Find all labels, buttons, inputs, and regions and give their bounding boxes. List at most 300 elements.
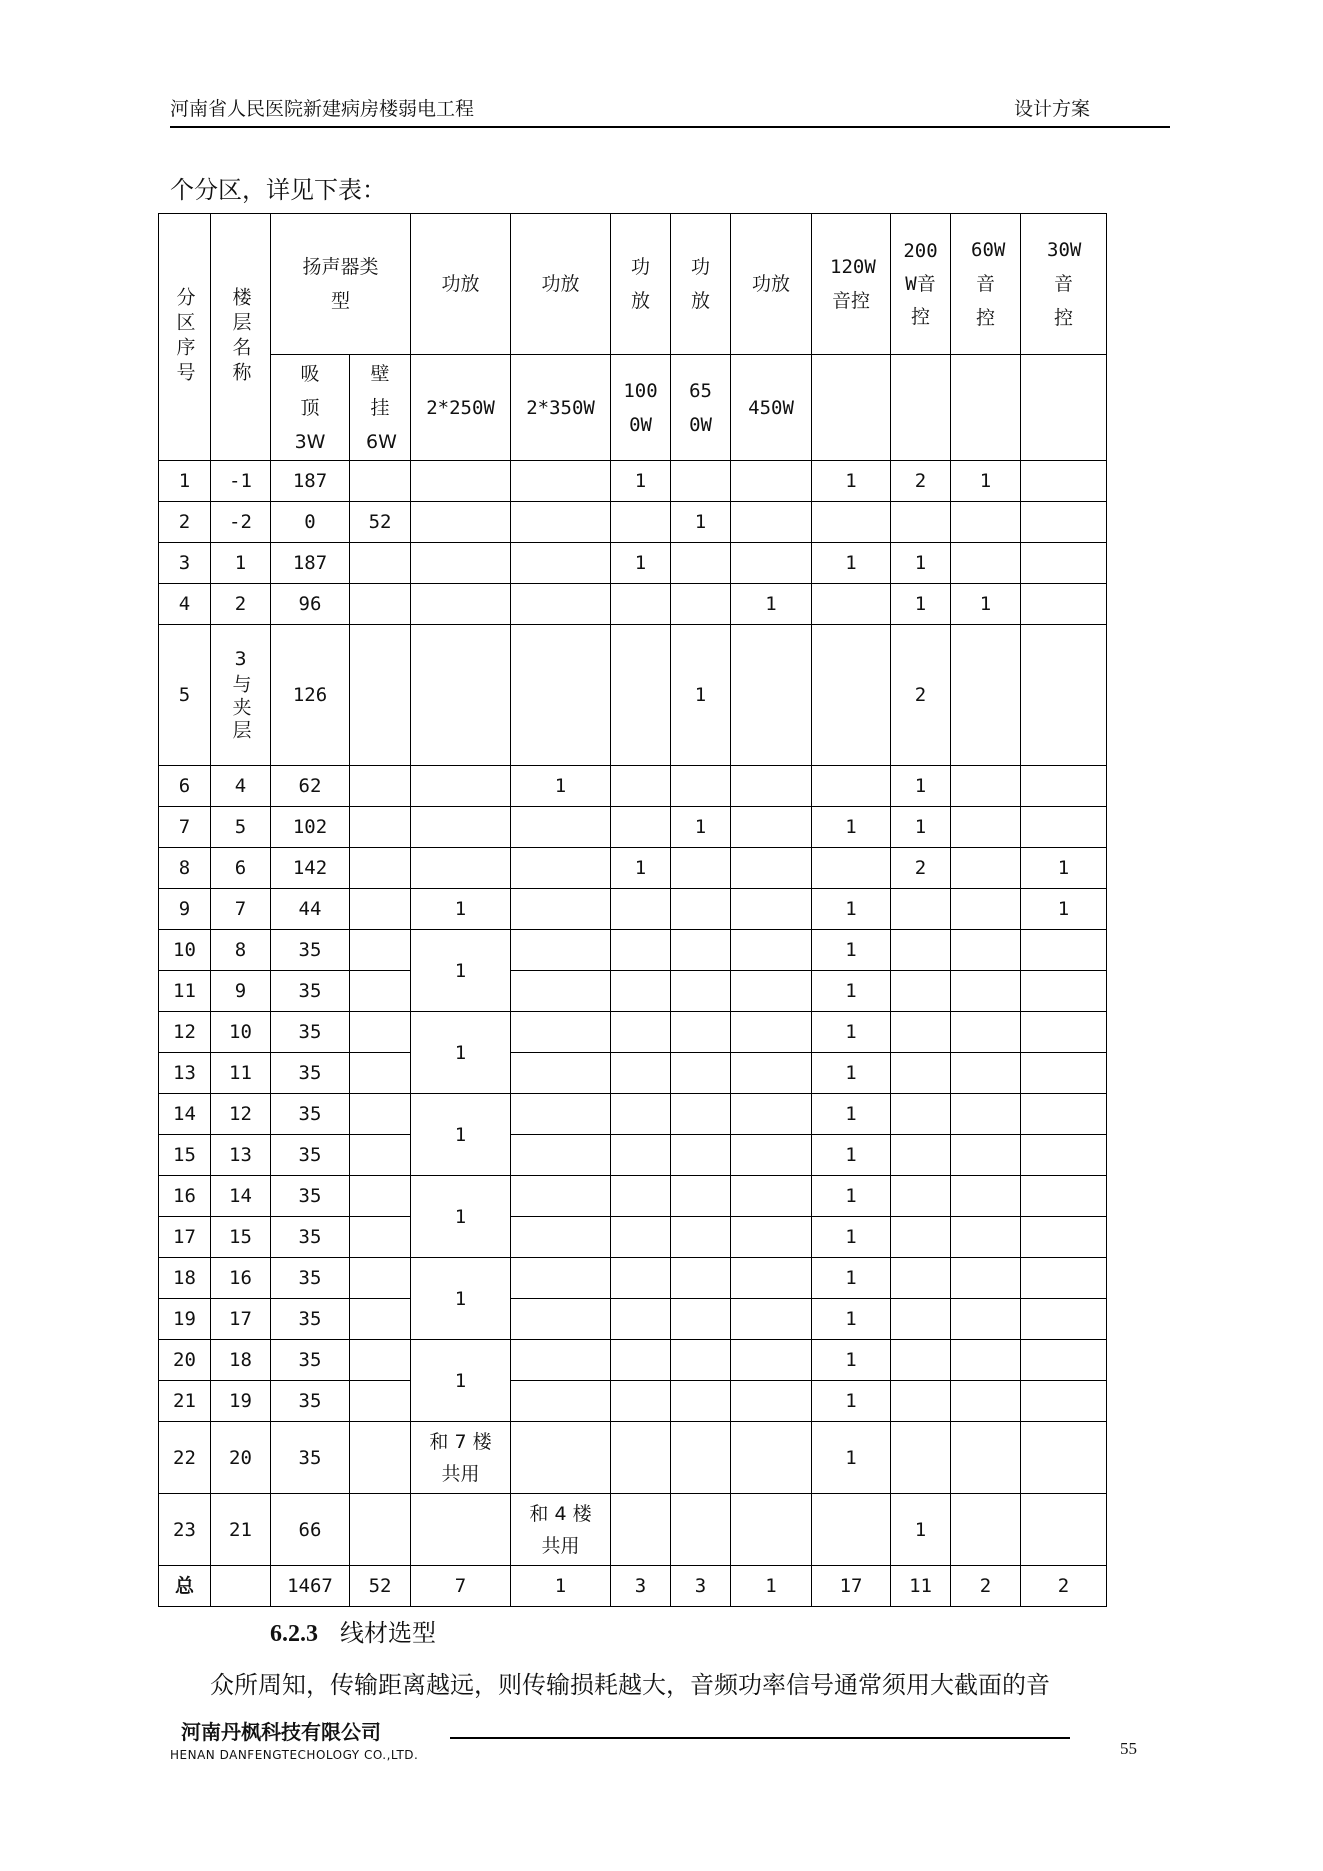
total-vc200: 11 [891,1566,951,1607]
cell-zone: 13 [159,1053,211,1094]
cell-ceiling: 35 [271,971,350,1012]
table-row [159,971,1107,1012]
cell-amp-650w [671,1012,731,1053]
cell-vc-200w: 2 [891,625,951,766]
cell-zone: 23 [159,1494,211,1566]
section-number: 6.2.3 [270,1621,318,1647]
cell-amp-1000w: 1 [611,543,671,584]
cell-vc-120w: 1 [812,889,891,930]
cell-vc-60w [951,1217,1021,1258]
cell-wall [350,1094,411,1135]
table-row [159,807,1107,848]
cell-vc-200w [891,930,951,971]
cell-wall [350,1258,411,1299]
cell-vc-60w [951,766,1021,807]
cell-amp-2x350 [511,1094,611,1135]
cell-wall [350,807,411,848]
cell-vc-120w: 1 [812,1012,891,1053]
cell-amp-650w [671,1340,731,1381]
cell-vc-30w [1021,543,1107,584]
cell-amp-650w [671,1381,731,1422]
cell-zone: 15 [159,1135,211,1176]
cell-vc-200w: 1 [891,807,951,848]
cell-vc-200w [891,1381,951,1422]
cell-vc-30w [1021,1176,1107,1217]
cell-zone: 9 [159,889,211,930]
table-row [159,889,1107,930]
cell-amp-1000w [611,625,671,766]
cell-amp-450w [731,625,812,766]
cell-vc-30w [1021,461,1107,502]
cell-amp-2x350 [511,461,611,502]
cell-amp-650w [671,461,731,502]
cell-amp-450w [731,1381,812,1422]
cell-amp-2x250 [411,766,511,807]
total-label: 总 [159,1566,211,1607]
cell-vc-60w [951,502,1021,543]
header-title: 河南省人民医院新建病房楼弱电工程 [170,98,475,120]
cell-vc-60w [951,1299,1021,1340]
cell-amp-450w [731,1340,812,1381]
cell-zone: 8 [159,848,211,889]
cell-vc-60w [951,889,1021,930]
cell-vc-30w [1021,1012,1107,1053]
header-doc-type: 设计方案 [1013,98,1090,120]
cell-zone: 21 [159,1381,211,1422]
cell-vc-30w [1021,1217,1107,1258]
cell-amp-650w [671,848,731,889]
table-row [159,502,1107,543]
cell-vc-30w [1021,766,1107,807]
cell-amp-2x250: 1 [411,1258,511,1340]
cell-floor: 12 [211,1094,271,1135]
cell-amp-650w: 1 [671,502,731,543]
cell-vc-60w [951,930,1021,971]
cell-amp-2x350 [511,889,611,930]
cell-amp-450w [731,1012,812,1053]
cell-vc-200w [891,1012,951,1053]
header-vc-30: 30W音控 [1021,214,1107,355]
cell-ceiling: 62 [271,766,350,807]
total-vc30: 2 [1021,1566,1107,1607]
cell-floor: 13 [211,1135,271,1176]
cell-amp-2x350 [511,1217,611,1258]
cell-vc-120w [812,848,891,889]
cell-amp-2x250: 和 7 楼共用 [411,1422,511,1494]
cell-wall [350,889,411,930]
cell-amp-2x250 [411,807,511,848]
cell-amp-2x250: 1 [411,1176,511,1258]
speaker-zone-table [158,213,1107,1607]
cell-vc-30w [1021,971,1107,1012]
cell-vc-30w [1021,1053,1107,1094]
cell-amp-650w [671,1176,731,1217]
cell-wall [350,1176,411,1217]
cell-vc-30w [1021,930,1107,971]
cell-amp-650w [671,889,731,930]
cell-zone: 2 [159,502,211,543]
table-row [159,1381,1107,1422]
cell-wall [350,1299,411,1340]
header-wall-6w: 壁挂6W [350,355,411,461]
cell-floor: 15 [211,1217,271,1258]
cell-amp-2x350 [511,848,611,889]
cell-zone: 5 [159,625,211,766]
intro-text: 个分区，详见下表： [170,176,386,204]
cell-vc-30w [1021,1299,1107,1340]
cell-amp-1000w [611,1381,671,1422]
cell-vc-120w: 1 [812,1422,891,1494]
cell-vc-60w [951,1494,1021,1566]
cell-amp-450w [731,1094,812,1135]
footer-company: 河南丹枫科技有限公司 [181,1720,381,1744]
cell-amp-650w [671,1422,731,1494]
cell-amp-650w [671,584,731,625]
cell-amp-2x350: 和 4 楼共用 [511,1494,611,1566]
cell-vc-120w: 1 [812,1381,891,1422]
cell-vc-60w [951,971,1021,1012]
cell-floor: 3与夹层 [211,625,271,766]
cell-vc-30w [1021,807,1107,848]
cell-amp-2x250 [411,502,511,543]
cell-amp-2x350 [511,1012,611,1053]
cell-ceiling: 35 [271,930,350,971]
cell-amp-2x350 [511,1176,611,1217]
header-vc-200: 200W音控 [891,214,951,355]
cell-wall [350,1381,411,1422]
cell-amp-1000w [611,584,671,625]
table-row [159,543,1107,584]
cell-ceiling: 35 [271,1381,350,1422]
cell-amp-2x350 [511,1135,611,1176]
cell-floor: 7 [211,889,271,930]
cell-wall [350,625,411,766]
cell-amp-1000w: 1 [611,461,671,502]
cell-vc-30w [1021,1422,1107,1494]
cell-amp-2x350: 1 [511,766,611,807]
header-amp-2: 功放 [511,214,611,355]
cell-vc-30w [1021,625,1107,766]
cell-amp-450w [731,1258,812,1299]
cell-amp-450w [731,1135,812,1176]
cell-zone: 4 [159,584,211,625]
cell-vc-60w [951,1053,1021,1094]
cell-vc-60w: 1 [951,584,1021,625]
cell-wall [350,584,411,625]
cell-vc-60w [951,1012,1021,1053]
cell-zone: 18 [159,1258,211,1299]
total-amp2: 1 [511,1566,611,1607]
cell-floor: 19 [211,1381,271,1422]
cell-vc-120w: 1 [812,1299,891,1340]
cell-wall [350,1340,411,1381]
table-row [159,584,1107,625]
table-row [159,1258,1107,1299]
cell-amp-1000w [611,766,671,807]
header-amp-4-spec: 650W [671,355,731,461]
cell-ceiling: 35 [271,1012,350,1053]
cell-vc-200w: 1 [891,543,951,584]
cell-zone: 1 [159,461,211,502]
cell-amp-650w [671,1053,731,1094]
total-vc120: 17 [812,1566,891,1607]
cell-vc-60w [951,1135,1021,1176]
cell-zone: 17 [159,1217,211,1258]
cell-wall [350,1494,411,1566]
table-row [159,848,1107,889]
cell-vc-30w [1021,1381,1107,1422]
cell-floor: 17 [211,1299,271,1340]
cell-ceiling: 0 [271,502,350,543]
cell-wall [350,1422,411,1494]
cell-amp-650w [671,971,731,1012]
cell-amp-2x250 [411,1494,511,1566]
cell-amp-2x350 [511,1340,611,1381]
cell-vc-120w: 1 [812,1340,891,1381]
cell-vc-200w [891,1053,951,1094]
cell-vc-60w [951,1258,1021,1299]
cell-vc-120w: 1 [812,1094,891,1135]
cell-ceiling: 187 [271,543,350,584]
cell-vc-60w [951,1381,1021,1422]
cell-amp-2x350 [511,584,611,625]
cell-ceiling: 96 [271,584,350,625]
cell-amp-1000w [611,502,671,543]
cell-vc-30w [1021,1135,1107,1176]
cell-amp-450w [731,1053,812,1094]
cell-floor: 16 [211,1258,271,1299]
footer-company-en: HENAN DANFENGTECHOLOGY CO.,LTD. [170,1748,419,1762]
cell-amp-1000w [611,1135,671,1176]
cell-zone: 10 [159,930,211,971]
footer-rule [450,1737,1070,1739]
cell-floor: 4 [211,766,271,807]
page-header [170,92,1170,128]
table-row [159,1340,1107,1381]
section-title: 线材选型 [340,1619,436,1647]
cell-amp-650w [671,766,731,807]
cell-amp-450w [731,807,812,848]
cell-vc-120w: 1 [812,543,891,584]
cell-vc-120w [812,766,891,807]
cell-vc-60w [951,1176,1021,1217]
cell-amp-2x250: 1 [411,1094,511,1176]
cell-zone: 7 [159,807,211,848]
table-row [159,625,1107,766]
cell-amp-450w [731,543,812,584]
cell-vc-200w [891,1176,951,1217]
cell-floor: 2 [211,584,271,625]
cell-wall [350,1012,411,1053]
cell-floor: 6 [211,848,271,889]
table-row [159,1494,1107,1566]
cell-amp-2x350 [511,1422,611,1494]
total-vc60: 2 [951,1566,1021,1607]
cell-vc-120w: 1 [812,1176,891,1217]
cell-amp-2x350 [511,625,611,766]
cell-vc-60w [951,543,1021,584]
table-row [159,930,1107,971]
cell-amp-450w [731,1176,812,1217]
cell-amp-1000w [611,807,671,848]
cell-ceiling: 66 [271,1494,350,1566]
cell-vc-120w: 1 [812,1217,891,1258]
cell-amp-650w [671,930,731,971]
cell-zone: 3 [159,543,211,584]
cell-vc-200w [891,889,951,930]
cell-amp-1000w [611,1494,671,1566]
cell-amp-1000w [611,1217,671,1258]
cell-vc-60w [951,625,1021,766]
cell-amp-650w [671,1217,731,1258]
header-amp-2-spec: 2*350W [511,355,611,461]
cell-floor: 18 [211,1340,271,1381]
cell-amp-1000w [611,889,671,930]
cell-zone: 11 [159,971,211,1012]
cell-amp-450w [731,1217,812,1258]
cell-vc-200w: 2 [891,848,951,889]
cell-ceiling: 102 [271,807,350,848]
cell-amp-2x250: 1 [411,1340,511,1422]
cell-amp-1000w [611,930,671,971]
total-row [159,1566,1107,1607]
cell-vc-200w [891,1258,951,1299]
cell-amp-450w [731,848,812,889]
cell-wall [350,930,411,971]
cell-amp-450w [731,1494,812,1566]
cell-wall [350,1135,411,1176]
cell-vc-120w [812,625,891,766]
cell-ceiling: 142 [271,848,350,889]
cell-floor: 8 [211,930,271,971]
cell-amp-2x250: 1 [411,930,511,1012]
cell-vc-60w [951,1422,1021,1494]
cell-amp-650w [671,1258,731,1299]
cell-floor: 20 [211,1422,271,1494]
header-amp-5-spec: 450W [731,355,812,461]
cell-ceiling: 35 [271,1258,350,1299]
cell-wall [350,1053,411,1094]
cell-amp-1000w [611,1094,671,1135]
cell-vc-30w [1021,1094,1107,1135]
cell-amp-2x250 [411,848,511,889]
cell-vc-120w: 1 [812,1053,891,1094]
cell-amp-650w [671,1494,731,1566]
cell-ceiling: 35 [271,1135,350,1176]
cell-amp-450w: 1 [731,584,812,625]
header-speaker-type: 扬声器类型 [271,214,411,355]
total-ceiling: 1467 [271,1566,350,1607]
cell-vc-200w: 1 [891,766,951,807]
cell-amp-2x250 [411,543,511,584]
cell-vc-30w: 1 [1021,848,1107,889]
cell-amp-1000w [611,1176,671,1217]
cell-floor: -1 [211,461,271,502]
cell-floor: 21 [211,1494,271,1566]
header-amp-3: 功放 [611,214,671,355]
cell-ceiling: 35 [271,1422,350,1494]
table-row [159,1012,1107,1053]
table-row [159,1094,1107,1135]
cell-amp-2x350 [511,1299,611,1340]
total-amp450: 1 [731,1566,812,1607]
cell-amp-1000w [611,1012,671,1053]
cell-wall [350,461,411,502]
cell-wall [350,1217,411,1258]
cell-ceiling: 35 [271,1176,350,1217]
cell-amp-450w [731,1422,812,1494]
cell-zone: 19 [159,1299,211,1340]
cell-vc-200w [891,1094,951,1135]
cell-vc-120w: 1 [812,807,891,848]
cell-zone: 14 [159,1094,211,1135]
header-ceiling-3w: 吸顶3W [271,355,350,461]
cell-amp-650w [671,1094,731,1135]
table-row [159,1176,1107,1217]
total-amp1000: 3 [611,1566,671,1607]
table-row [159,766,1107,807]
cell-ceiling: 35 [271,1299,350,1340]
cell-amp-1000w [611,971,671,1012]
cell-amp-650w [671,1135,731,1176]
cell-wall [350,848,411,889]
header-zone: 分区序号 [159,214,211,461]
cell-vc-30w [1021,1340,1107,1381]
cell-amp-650w [671,543,731,584]
cell-amp-1000w: 1 [611,848,671,889]
cell-amp-650w: 1 [671,625,731,766]
cell-vc-200w [891,502,951,543]
cell-amp-450w [731,502,812,543]
cell-amp-450w [731,971,812,1012]
table-row [159,1135,1107,1176]
cell-ceiling: 35 [271,1340,350,1381]
header-vc-120: 120W音控 [812,214,891,355]
page-number: 55 [1120,1739,1137,1758]
cell-amp-2x250 [411,625,511,766]
total-amp1: 7 [411,1566,511,1607]
cell-vc-60w: 1 [951,461,1021,502]
cell-vc-120w [812,502,891,543]
cell-ceiling: 126 [271,625,350,766]
cell-ceiling: 35 [271,1053,350,1094]
cell-amp-2x350 [511,543,611,584]
total-floor [211,1566,271,1607]
cell-vc-120w [812,584,891,625]
cell-amp-1000w [611,1299,671,1340]
cell-ceiling: 187 [271,461,350,502]
table-row [159,1422,1107,1494]
table-row [159,461,1107,502]
cell-vc-200w [891,1340,951,1381]
cell-vc-60w [951,1094,1021,1135]
cell-floor: -2 [211,502,271,543]
cell-amp-450w [731,930,812,971]
cell-zone: 12 [159,1012,211,1053]
header-floor: 楼层名称 [211,214,271,461]
cell-floor: 5 [211,807,271,848]
cell-vc-120w: 1 [812,930,891,971]
cell-wall [350,766,411,807]
cell-floor: 1 [211,543,271,584]
cell-amp-2x350 [511,1258,611,1299]
header-vc-60: 60W音控 [951,214,1021,355]
cell-amp-2x350 [511,930,611,971]
header-amp-1-spec: 2*250W [411,355,511,461]
cell-amp-2x350 [511,1053,611,1094]
total-amp650: 3 [671,1566,731,1607]
cell-ceiling: 35 [271,1094,350,1135]
